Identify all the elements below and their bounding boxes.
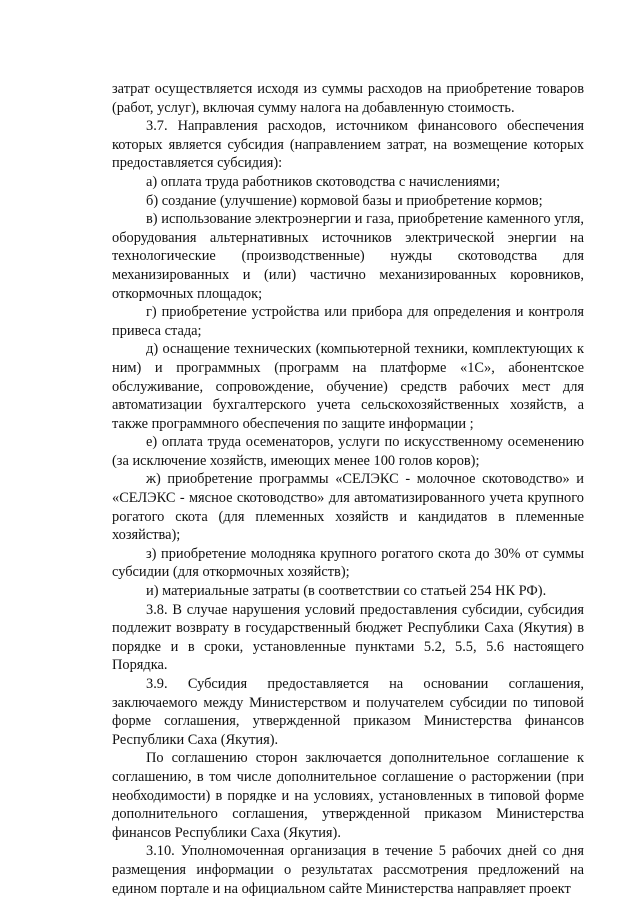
paragraph-agreement: По соглашению сторон заключается дополнительное соглашение к соглашению, в том числе дополнительное соглашение о расторжении (при необходимости) в порядке и на условиях, установленных в типовой форме дополнительного соглашения, утвержденной приказом Министерства финансов Республики Саха (Якутия). <box>112 750 584 841</box>
list-item-z: з) приобретение молодняка крупного рогатого скота до 30% от суммы субсидии (для откормочных хозяйств); <box>112 545 584 581</box>
list-item-d: д) оснащение технических (компьютерной техники, комплектующих к ним) и программных (программ на платформе «1С», абонентское обслуживание, сопровождение, обучение) средств рабочих мест для автоматизации бухгалтерского учета сельскохозяйственных хозяйств, а также программного обеспечения по защите информации ; <box>112 341 584 432</box>
list-item-e: е) оплата труда осеменаторов, услуги по искусственному осеменению (за исключение хозяйств, имеющих менее 100 голов коров); <box>112 434 584 469</box>
list-item-v: в) использование электроэнергии и газа, приобретение каменного угля, оборудования альтернативных источников электрической энергии на технологические (производственные) нужды скотоводства для механизированных и (или) частично механизированных коровников, откормочных площадок; <box>112 211 584 302</box>
list-item-g: г) приобретение устройства или прибора для определения и контроля привеса стада; <box>112 304 584 339</box>
paragraph-continuation: затрат осуществляется исходя из суммы расходов на приобретение товаров (работ, услуг), включая сумму налога на добавленную стоимость. <box>112 81 584 116</box>
paragraph-3-8: 3.8. В случае нарушения условий предоставления субсидии, субсидия подлежит возврату в государственный бюджет Республики Саха (Якутия) в порядке и в сроки, установленные пунктами 5.2, 5.5, 5.6 настоящего Порядка. <box>112 601 584 674</box>
list-item-zh: ж) приобретение программы «СЕЛЭКС - молочное скотоводство» и «СЕЛЭКС - мясное скотоводство» для автоматизированного учета крупного рогатого скота (для племенных хозяйств и кандидатов в племенные хозяйства); <box>112 471 584 544</box>
paragraph-3-10: 3.10. Уполномоченная организация в течение 5 рабочих дней со дня размещения информации о результатах рассмотрения предложений на едином портале и на официальном сайте Министерства направляет проект <box>112 843 584 897</box>
paragraph-3-9: 3.9. Субсидия предоставляется на основании соглашения, заключаемого между Министерством и получателем субсидии по типовой форме соглашения, утвержденной приказом Министерства финансов Республики Саха (Якутия). <box>112 676 584 748</box>
list-item-i: и) материальные затраты (в соответствии со статьей 254 НК РФ). <box>146 583 547 600</box>
list-item-a: а) оплата труда работников скотоводства с начислениями; <box>146 173 501 190</box>
document-page <box>112 80 584 898</box>
list-item-b: б) создание (улучшение) кормовой базы и приобретение кормов; <box>146 192 543 209</box>
paragraph-3-7: 3.7. Направления расходов, источником финансового обеспечения которых является субсидия (направлением затрат, на возмещение которых предоставляется субсидия): <box>112 118 584 172</box>
